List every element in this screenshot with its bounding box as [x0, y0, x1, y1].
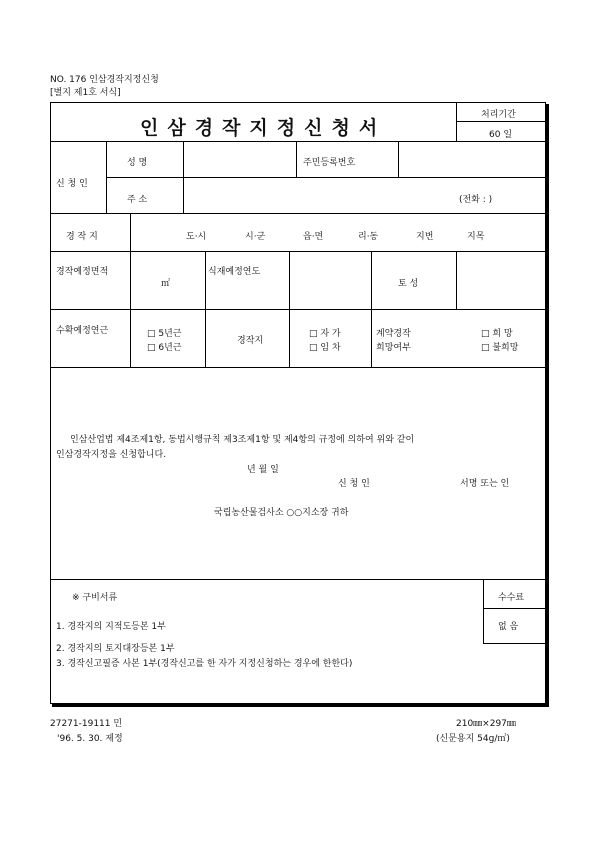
- doc-item-3: 3. 경작신고필증 사본 1부(경작신고를 한 자가 지정신청하는 경우에 한한다): [56, 659, 353, 669]
- form-title: 인삼경작지정신청서: [140, 117, 387, 139]
- land-category: 지목: [467, 232, 485, 242]
- land-label: 경 작 지: [66, 232, 98, 242]
- statement-line-2: 인삼경작지정을 신청합니다.: [56, 450, 167, 460]
- addressee: 국립농산물검사소 ○○지소장 귀하: [214, 508, 349, 518]
- land-province: 도·시: [186, 232, 207, 242]
- area-unit: ㎡: [161, 279, 171, 289]
- fee-label: 수수료: [498, 593, 525, 603]
- address-label: 주 소: [127, 195, 148, 205]
- leased-field-checkbox[interactable]: □ 임 차: [309, 343, 341, 353]
- contract-yes-checkbox[interactable]: □ 희 망: [481, 329, 513, 339]
- date-line: 년 월 일: [247, 465, 279, 475]
- planting-year-label: 식재예정연도: [208, 267, 261, 277]
- fee-value: 없 음: [498, 622, 519, 632]
- name-label: 성 명: [127, 158, 148, 168]
- land-city: 시·군: [245, 232, 266, 242]
- land-village: 리·동: [358, 232, 379, 242]
- area-label: 경작예정면적: [56, 267, 109, 277]
- land-lot-no: 지번: [416, 232, 434, 242]
- frame-shadow-bottom: [52, 704, 549, 707]
- sign-note: 서명 또는 인: [460, 479, 510, 489]
- footer-paper: (신문용지 54g/㎡): [436, 734, 510, 744]
- soil-label: 토 성: [398, 279, 419, 289]
- doc-item-1: 1. 경작지의 지적도등본 1부: [56, 622, 166, 632]
- processing-label: 처리기간: [481, 110, 516, 120]
- docs-heading: ※ 구비서류: [72, 593, 118, 603]
- contract-no-checkbox[interactable]: □ 불희망: [481, 343, 519, 353]
- applicant-label: 신 청 인: [56, 179, 88, 189]
- footer-code: 27271-19111 민: [50, 719, 123, 729]
- resident-no-label: 주민등록번호: [303, 158, 356, 168]
- phone-label: (전화 : ): [459, 195, 493, 205]
- harvest-label: 수확예정연근: [56, 326, 109, 336]
- applicant-sign-label: 신 청 인: [338, 479, 370, 489]
- field-label: 경작지: [237, 336, 264, 346]
- footer-enacted: '96. 5. 30. 제정: [57, 734, 123, 744]
- contract-label-1: 계약경작: [376, 329, 411, 339]
- harvest-6yr-checkbox[interactable]: □ 6년근: [147, 343, 182, 353]
- frame-shadow-right: [546, 104, 549, 706]
- footer-size: 210㎜×297㎜: [456, 719, 516, 729]
- contract-label-2: 희망여부: [376, 343, 411, 353]
- doc-item-2: 2. 경작지의 토지대장등본 1부: [56, 644, 175, 654]
- form-type: [별지 제1호 서식]: [50, 88, 121, 98]
- harvest-5yr-checkbox[interactable]: □ 5년근: [147, 329, 182, 339]
- processing-value: 60 일: [489, 130, 513, 140]
- statement-line-1: 인삼산업법 제4조제1항, 동법시행규칙 제3조제1항 및 제4항의 규정에 의하여 위와 같이: [70, 435, 415, 445]
- land-town: 읍·면: [303, 232, 324, 242]
- own-field-checkbox[interactable]: □ 자 가: [309, 329, 341, 339]
- form-number: NO. 176 인삼경작지정신청: [50, 75, 159, 85]
